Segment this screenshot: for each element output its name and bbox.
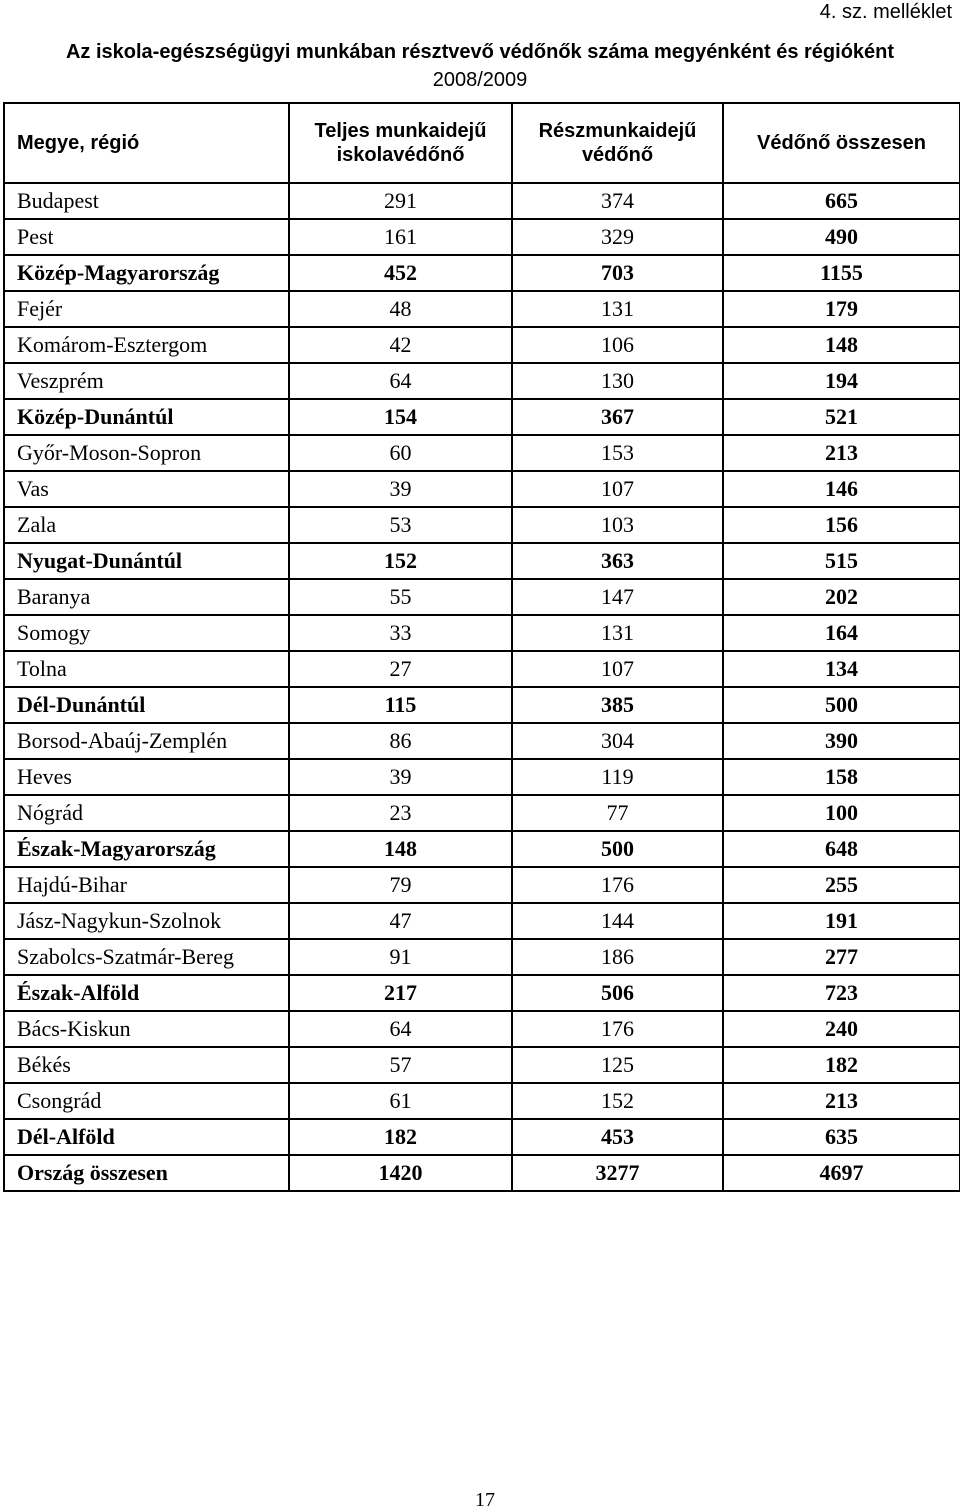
table-row (4, 651, 960, 687)
county-name-cell: Budapest (4, 183, 289, 219)
full-time-cell: 154 (289, 399, 512, 435)
county-name-cell: Győr-Moson-Sopron (4, 435, 289, 471)
total-cell: 515 (723, 543, 960, 579)
full-time-cell: 161 (289, 219, 512, 255)
total-cell: 490 (723, 219, 960, 255)
table-row (4, 507, 960, 543)
total-cell: 635 (723, 1119, 960, 1155)
total-cell: 277 (723, 939, 960, 975)
total-cell: 500 (723, 687, 960, 723)
total-cell: 213 (723, 435, 960, 471)
total-cell: 148 (723, 327, 960, 363)
total-cell: 191 (723, 903, 960, 939)
table-row (4, 183, 960, 219)
county-name-cell: Dél-Dunántúl (4, 687, 289, 723)
full-time-cell: 152 (289, 543, 512, 579)
county-name-cell: Borsod-Abaúj-Zemplén (4, 723, 289, 759)
part-time-cell: 329 (512, 219, 723, 255)
total-cell: 1155 (723, 255, 960, 291)
part-time-cell: 125 (512, 1047, 723, 1083)
county-name-cell: Komárom-Esztergom (4, 327, 289, 363)
full-time-cell: 27 (289, 651, 512, 687)
total-cell: 156 (723, 507, 960, 543)
county-name-cell: Csongrád (4, 1083, 289, 1119)
full-time-cell: 64 (289, 1011, 512, 1047)
total-cell: 146 (723, 471, 960, 507)
county-name-cell: Tolna (4, 651, 289, 687)
county-name-cell: Jász-Nagykun-Szolnok (4, 903, 289, 939)
header-text-line: Védőnő összesen (757, 132, 926, 154)
table-row (4, 723, 960, 759)
full-time-cell: 217 (289, 975, 512, 1011)
full-time-cell: 42 (289, 327, 512, 363)
total-cell: 521 (723, 399, 960, 435)
full-time-cell: 23 (289, 795, 512, 831)
table-row-region (4, 687, 960, 723)
full-time-cell: 57 (289, 1047, 512, 1083)
table-row (4, 291, 960, 327)
part-time-cell: 103 (512, 507, 723, 543)
full-time-cell: 115 (289, 687, 512, 723)
table-row-region (4, 543, 960, 579)
total-cell: 255 (723, 867, 960, 903)
part-time-cell: 506 (512, 975, 723, 1011)
part-time-cell: 500 (512, 831, 723, 867)
part-time-cell: 153 (512, 435, 723, 471)
table-row (4, 219, 960, 255)
county-name-cell: Ország összesen (4, 1155, 289, 1191)
part-time-cell: 131 (512, 291, 723, 327)
part-time-cell: 130 (512, 363, 723, 399)
part-time-cell: 176 (512, 1011, 723, 1047)
part-time-cell: 152 (512, 1083, 723, 1119)
table-row (4, 759, 960, 795)
county-name-cell: Heves (4, 759, 289, 795)
title-line-2: 2008/2009 (432, 69, 528, 91)
table-row (4, 795, 960, 831)
full-time-cell: 33 (289, 615, 512, 651)
header-text-line: Megye, régió (17, 132, 140, 154)
table-row-region (4, 975, 960, 1011)
full-time-cell: 1420 (289, 1155, 512, 1191)
part-time-cell: 147 (512, 579, 723, 615)
part-time-cell: 703 (512, 255, 723, 291)
header-full-time (289, 103, 512, 183)
full-time-cell: 53 (289, 507, 512, 543)
county-name-cell: Fejér (4, 291, 289, 327)
county-name-cell: Veszprém (4, 363, 289, 399)
table-row (4, 867, 960, 903)
table-row (4, 1083, 960, 1119)
table-row (4, 327, 960, 363)
county-name-cell: Vas (4, 471, 289, 507)
table-body (4, 183, 960, 1191)
full-time-cell: 61 (289, 1083, 512, 1119)
table-row (4, 471, 960, 507)
total-cell: 390 (723, 723, 960, 759)
annex-label: 4. sz. melléklet (819, 1, 952, 23)
full-time-cell: 148 (289, 831, 512, 867)
part-time-cell: 363 (512, 543, 723, 579)
total-cell: 4697 (723, 1155, 960, 1191)
header-text-line: Teljes munkaidejű (314, 120, 487, 142)
part-time-cell: 131 (512, 615, 723, 651)
document-title (0, 38, 960, 94)
full-time-cell: 86 (289, 723, 512, 759)
total-cell: 179 (723, 291, 960, 327)
full-time-cell: 39 (289, 759, 512, 795)
part-time-cell: 304 (512, 723, 723, 759)
county-name-cell: Békés (4, 1047, 289, 1083)
part-time-cell: 106 (512, 327, 723, 363)
header-part-time (512, 103, 723, 183)
total-cell: 213 (723, 1083, 960, 1119)
part-time-cell: 77 (512, 795, 723, 831)
table-row (4, 615, 960, 651)
table-row (4, 1011, 960, 1047)
part-time-cell: 107 (512, 471, 723, 507)
full-time-cell: 47 (289, 903, 512, 939)
table-row-region (4, 255, 960, 291)
table-row (4, 1047, 960, 1083)
county-name-cell: Bács-Kiskun (4, 1011, 289, 1047)
total-cell: 648 (723, 831, 960, 867)
part-time-cell: 374 (512, 183, 723, 219)
county-name-cell: Somogy (4, 615, 289, 651)
full-time-cell: 452 (289, 255, 512, 291)
header-text-line: iskolavédőnő (336, 144, 465, 166)
total-cell: 182 (723, 1047, 960, 1083)
full-time-cell: 55 (289, 579, 512, 615)
part-time-cell: 367 (512, 399, 723, 435)
full-time-cell: 79 (289, 867, 512, 903)
table-row (4, 435, 960, 471)
title-line-1: Az iskola-egészségügyi munkában résztvevő védőnők száma megyénként és régióként (65, 41, 895, 63)
header-county-region (4, 103, 289, 183)
part-time-cell: 176 (512, 867, 723, 903)
table-row-region (4, 831, 960, 867)
county-name-cell: Észak-Alföld (4, 975, 289, 1011)
full-time-cell: 182 (289, 1119, 512, 1155)
table-row (4, 903, 960, 939)
county-name-cell: Pest (4, 219, 289, 255)
total-cell: 134 (723, 651, 960, 687)
part-time-cell: 3277 (512, 1155, 723, 1191)
full-time-cell: 64 (289, 363, 512, 399)
full-time-cell: 291 (289, 183, 512, 219)
table-row (4, 363, 960, 399)
table-row (4, 579, 960, 615)
county-name-cell: Dél-Alföld (4, 1119, 289, 1155)
part-time-cell: 186 (512, 939, 723, 975)
total-cell: 202 (723, 579, 960, 615)
total-cell: 100 (723, 795, 960, 831)
county-name-cell: Nógrád (4, 795, 289, 831)
full-time-cell: 39 (289, 471, 512, 507)
county-name-cell: Szabolcs-Szatmár-Bereg (4, 939, 289, 975)
part-time-cell: 453 (512, 1119, 723, 1155)
total-cell: 665 (723, 183, 960, 219)
county-name-cell: Észak-Magyarország (4, 831, 289, 867)
header-text-line: Részmunkaidejű (538, 120, 697, 142)
table-row (4, 939, 960, 975)
full-time-cell: 91 (289, 939, 512, 975)
county-name-cell: Hajdú-Bihar (4, 867, 289, 903)
county-name-cell: Közép-Dunántúl (4, 399, 289, 435)
county-name-cell: Baranya (4, 579, 289, 615)
county-name-cell: Közép-Magyarország (4, 255, 289, 291)
header-total (723, 103, 960, 183)
full-time-cell: 48 (289, 291, 512, 327)
table-row-region (4, 399, 960, 435)
part-time-cell: 385 (512, 687, 723, 723)
county-name-cell: Nyugat-Dunántúl (4, 543, 289, 579)
header-text-line: védőnő (581, 144, 654, 166)
part-time-cell: 144 (512, 903, 723, 939)
total-cell: 723 (723, 975, 960, 1011)
part-time-cell: 119 (512, 759, 723, 795)
nurses-table (3, 102, 960, 1192)
total-cell: 194 (723, 363, 960, 399)
table-row-region (4, 1119, 960, 1155)
total-cell: 158 (723, 759, 960, 795)
table-row-region (4, 1155, 960, 1191)
total-cell: 164 (723, 615, 960, 651)
page-number: 17 (475, 1489, 495, 1511)
total-cell: 240 (723, 1011, 960, 1047)
part-time-cell: 107 (512, 651, 723, 687)
county-name-cell: Zala (4, 507, 289, 543)
table-header-row (4, 103, 960, 183)
full-time-cell: 60 (289, 435, 512, 471)
